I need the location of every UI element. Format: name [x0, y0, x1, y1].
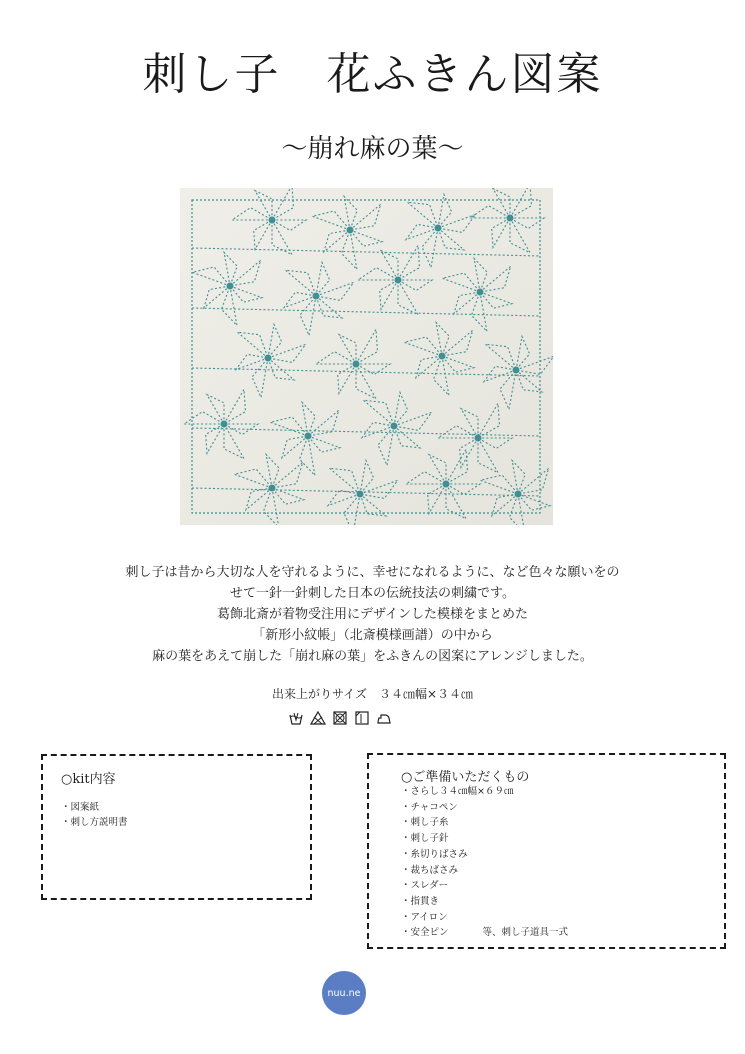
- no-bleach-icon: [310, 710, 326, 726]
- list-item: ・ 裁ちばさみ: [401, 863, 568, 879]
- stitch-knot: [313, 293, 320, 300]
- list-item: ・ 糸切りばさみ: [401, 847, 568, 863]
- list-item: ・ アイロン: [401, 910, 568, 926]
- page-title: 刺し子 花ふきん図案: [142, 49, 603, 100]
- stitch-knot: [435, 225, 442, 232]
- list-item: ・ 指貫き: [401, 894, 568, 910]
- stitch-knot: [305, 433, 312, 440]
- list-item-text: 安全ピン: [410, 927, 449, 939]
- kit-contents-list: [61, 800, 128, 830]
- list-item: [401, 925, 568, 941]
- description-line: 刺し子は昔から大切な人を守れるように、幸せになれるように、など色々な願いをの: [125, 565, 620, 580]
- description-line: 「新形小紋帳」（北斎模様画譜）の中から: [252, 628, 493, 643]
- stitch-knot: [439, 353, 446, 360]
- list-item: ・ さらし３４㎝幅×６９㎝: [401, 784, 568, 800]
- stitch-knot: [353, 361, 360, 368]
- page-subtitle: 〜崩れ麻の葉〜: [281, 134, 464, 164]
- list-item-extra: 等、刺し子道具一式: [482, 927, 569, 939]
- required-items-title: ○ご準備いただくもの: [401, 770, 530, 785]
- description-line: せて一針一針刺した日本の伝統技法の刺繍です。: [230, 586, 515, 601]
- description: [40, 562, 705, 667]
- stitch-knot: [513, 367, 520, 374]
- stitch-knot: [391, 423, 398, 430]
- stitch-knot: [269, 217, 276, 224]
- stitch-knot: [475, 435, 482, 442]
- iron-icon: [376, 710, 392, 726]
- sashiko-photo: [180, 188, 553, 525]
- kit-contents-title: ○kit内容: [61, 772, 116, 787]
- care-icons: [288, 709, 392, 727]
- stitch-knot: [347, 227, 354, 234]
- no-tumble-dry-icon: [332, 710, 348, 726]
- sashiko-pattern: [180, 188, 553, 525]
- stitch-knot: [269, 485, 276, 492]
- stitch-knot: [227, 283, 234, 290]
- list-item: ・ チャコペン: [401, 800, 568, 816]
- stitch-knot: [357, 491, 364, 498]
- stitch-knot: [507, 215, 514, 222]
- stitch-knot: [221, 421, 228, 428]
- stitch-knot: [515, 491, 522, 498]
- list-item: ・ 刺し方説明書: [61, 815, 128, 830]
- description-line: 麻の葉をあえて崩した「崩れ麻の葉」をふきんの図案にアレンジしました。: [152, 649, 593, 664]
- line-dry-icon: [354, 710, 370, 726]
- stitch-knot: [443, 481, 450, 488]
- hand-wash-icon: [288, 710, 304, 726]
- list-item: ・ 刺し子針: [401, 831, 568, 847]
- description-line: 葛飾北斎が着物受注用にデザインした模様をまとめた: [216, 607, 529, 622]
- stitch-knot: [477, 289, 484, 296]
- stitch-knot: [395, 277, 402, 284]
- list-item: ・ スレダー: [401, 878, 568, 894]
- required-items-list: [401, 784, 568, 941]
- required-items-box: [367, 753, 726, 949]
- kit-contents-box: [41, 754, 312, 900]
- list-item: ・ 刺し子糸: [401, 815, 568, 831]
- list-item: ・ 図案紙: [61, 800, 128, 815]
- stitch-knot: [265, 355, 272, 362]
- finished-size: 出来上がりサイズ ３４㎝幅×３４㎝: [271, 687, 474, 701]
- brand-logo: nuu.ne: [322, 971, 366, 1015]
